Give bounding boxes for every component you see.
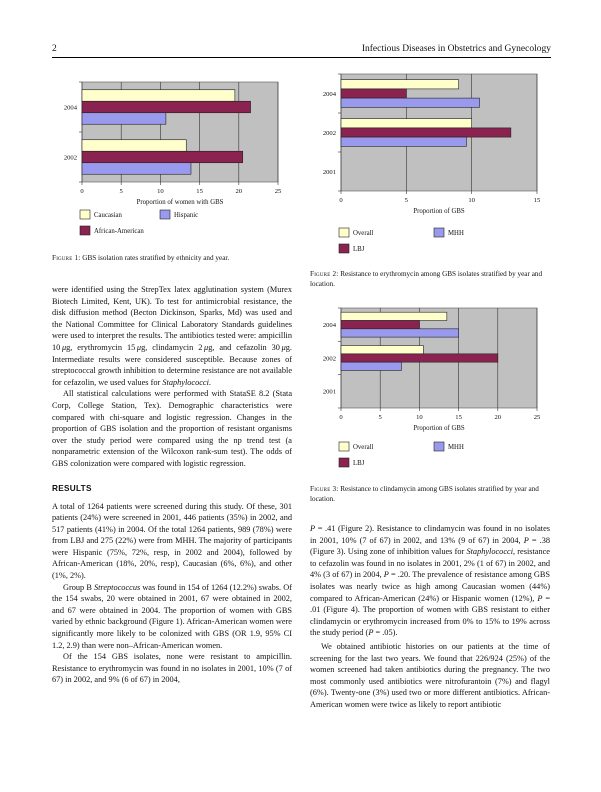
p-symbol: P xyxy=(383,570,389,580)
text-run: g, and cefazolin 30 xyxy=(208,342,282,352)
text-run: = .41 (Figure 2). Resistance to clindamycin was found in no isolates in 2001, 10% (7 of 67) in 2002, and 13% (9 of 67) in 2004, xyxy=(310,524,550,545)
text-run: Group B xyxy=(63,582,94,592)
y-category-label: 2002 xyxy=(322,355,336,363)
italic-term: Streptococcus xyxy=(93,582,141,592)
bar-caucasian-2002 xyxy=(82,140,186,152)
x-tick-label: 10 xyxy=(416,414,423,421)
italic-term: Staphylococci xyxy=(466,547,514,557)
x-axis-label: Proportion of GBS xyxy=(413,425,465,432)
x-tick-label: 15 xyxy=(196,188,203,195)
bar-overall-2004 xyxy=(341,312,447,320)
statistics-paragraph: All statistical calculations were performed with StataSE 8.2 (Stata Corp, College Station, Tex). Demographic characteristics were compared with chi-square and logistic regression. Changes in the proportion of GBS isolation and the proportion of resistant organisms over the study period were compared using the np trend test (a nonparametric extension of the Wilcoxon rank-sum test). The odds of GBS colonization were compared with logistic regression. xyxy=(52,389,292,468)
bar-mhh-2002 xyxy=(341,137,466,146)
bar-lbj-2002 xyxy=(341,354,498,362)
bar-overall-2002 xyxy=(341,346,423,354)
figure2-caption xyxy=(310,269,552,289)
figure3-chart xyxy=(310,306,551,473)
text-run: were identified using the StrepTex latex agglutination system (Murex Biotech Limited, Kent, UK). To test for antimicrobial resistance, the disk diffusion method (Becton Dickinson, Sparks, Md) was used and the National Committee for Clinical Laboratory Standards guidelines were used to interpret the results. The antibiotics tested were: ampicillin 10 xyxy=(52,285,292,352)
page-number: 2 xyxy=(52,44,57,54)
p-symbol: P xyxy=(537,593,543,603)
x-tick-label: 5 xyxy=(378,414,382,421)
y-category-label: 2002 xyxy=(63,154,77,162)
legend-swatch-lbj xyxy=(339,244,349,253)
methods-paragraph xyxy=(52,284,292,388)
figure1-caption xyxy=(52,253,302,263)
x-tick-label: 0 xyxy=(80,188,84,195)
x-tick-label: 20 xyxy=(235,188,243,195)
text-run: = .20. The prevalence of resistance among GBS isolates was nearly twice as high among Caucasian women (44%) compared to African-American (24%) or Hispanic women (12%), xyxy=(310,570,550,603)
bar-lbj-2004 xyxy=(341,321,419,329)
text-run: g, clindamycin 2 xyxy=(141,342,205,352)
right-column xyxy=(310,523,550,711)
legend-label-overall: Overall xyxy=(353,444,374,451)
bar-mhh-2002 xyxy=(341,362,401,370)
legend-label-lbj: LBJ xyxy=(353,460,365,467)
results-heading: RESULTS xyxy=(52,483,92,493)
mu-symbol: μ xyxy=(204,342,209,352)
y-category-label: 2001 xyxy=(322,168,336,176)
results-paragraph-2 xyxy=(52,582,292,652)
legend-label-hispanic: Hispanic xyxy=(174,212,199,219)
y-category-label: 2002 xyxy=(322,129,336,137)
text-run: = .05). xyxy=(373,628,398,638)
figure1-caption-text: GBS isolation rates stratified by ethnicity and year. xyxy=(82,254,230,262)
results-paragraph-1: A total of 1264 patients were screened during this study. Of these, 301 patients (24%) were screened in 2001, 446 patients (35%) in 2002, and 517 patients (41%) in 2004. Of the total 1264 patients, 989 (78%) were from LBJ and 275 (22%) were from MHH. The majority of participants were Hispanic (75%, 72%, resp, in 2002 and 2004), followed by African-American (18%, 20%, resp), Caucasian (6%, 6%), and other (1%, 2%). xyxy=(52,501,292,581)
figure3-caption-label: Figure 3: xyxy=(310,485,339,493)
legend-label-caucasian: Caucasian xyxy=(94,212,122,219)
resistance-paragraph xyxy=(310,523,550,639)
legend-swatch-mhh xyxy=(434,442,444,451)
legend-label-overall: Overall xyxy=(353,230,374,237)
legend-swatch-overall xyxy=(339,228,349,237)
figure2-caption-text: Resistance to erythromycin among GBS isolates stratified by year and location. xyxy=(310,270,543,288)
legend-label-mhh: MHH xyxy=(448,444,464,451)
y-category-label: 2004 xyxy=(322,321,336,329)
x-axis-label: Proportion of GBS xyxy=(413,208,465,215)
text-run: = .01 (Figure 4). The proportion of women with GBS resistant to either clindamycin or erythromycin increased from 0% to 15% to 19% across the study period ( xyxy=(310,593,550,638)
figure2-chart xyxy=(310,72,551,257)
y-category-label: 2001 xyxy=(322,388,336,396)
legend-swatch-mhh xyxy=(434,228,444,237)
figure1-caption-label: Figure 1: xyxy=(52,254,81,262)
y-category-label: 2004 xyxy=(63,104,77,112)
p-symbol: P xyxy=(368,628,374,638)
figure3-caption xyxy=(310,484,552,504)
journal-title: Infectious Diseases in Obstetrics and Gynecology xyxy=(361,44,551,54)
mu-symbol: μ xyxy=(136,342,142,352)
x-tick-label: 5 xyxy=(404,197,408,204)
results-paragraph-3: Of the 154 GBS isolates, none were resistant to ampicillin. Resistance to erythromycin was found in no isolates in 2001, 10% (7 of 67) in 2002, and 9% (6 of 67) in 2004, xyxy=(52,652,292,685)
legend-label-mhh: MHH xyxy=(448,230,464,237)
x-tick-label: 5 xyxy=(119,188,123,195)
bar-overall-2004 xyxy=(341,80,459,89)
legend-swatch-hispanic xyxy=(160,210,170,219)
mu-symbol: μ xyxy=(281,342,286,352)
bar-hispanic-2004 xyxy=(82,113,166,125)
x-tick-label: 10 xyxy=(468,197,475,204)
bar-mhh-2004 xyxy=(341,329,459,337)
legend-label-lbj: LBJ xyxy=(353,246,365,253)
bar-caucasian-2004 xyxy=(82,90,235,102)
antibiotic-history-paragraph: We obtained antibiotic histories on our patients at the time of screening for the last two years. We found that 226/924 (25%) of the women screened had taken antibiotics during the pregnancy. The two most commonly used antibiotics were nitrofurantoin (7%) and flagyl (6%). Twenty-one (3%) used two or more different antibiotics. African-American women were twice as likely to report antibiotic xyxy=(310,641,550,709)
text-run: was found in 154 of 1264 (12.2%) swabs. Of the 154 swabs, 20 were obtained in 2001, 67 were obtained in 2002, and 67 were obtained in 2004. The proportion of women with GBS varied by ethnic background (Figure 1). African-American women were significantly more likely to be colonized with GBS (OR 1.9, 95% CI 1.2, 2.9) than were non–African-American women. xyxy=(52,582,292,650)
italic-term: Staphylococci xyxy=(162,377,209,387)
legend-swatch-caucasian xyxy=(80,210,90,219)
bar-overall-2002 xyxy=(341,119,472,128)
p-symbol: P xyxy=(310,524,316,533)
x-tick-label: 10 xyxy=(157,188,164,195)
figure1-chart xyxy=(52,72,297,247)
header-rule xyxy=(52,57,551,58)
x-tick-label: 15 xyxy=(455,414,462,421)
x-tick-label: 25 xyxy=(533,414,541,421)
bar-lbj-2004 xyxy=(341,89,406,98)
mu-symbol: μ xyxy=(61,342,67,352)
x-tick-label: 15 xyxy=(533,197,541,204)
bar-mhh-2004 xyxy=(341,98,480,107)
bar-lbj-2002 xyxy=(341,128,511,137)
x-tick-label: 0 xyxy=(339,414,343,421)
legend-label-african-american: African-American xyxy=(94,228,144,235)
text-run: . xyxy=(208,377,211,387)
x-tick-label: 25 xyxy=(274,188,282,195)
bar-hispanic-2002 xyxy=(82,163,191,175)
x-axis-label: Proportion of women with GBS xyxy=(136,199,224,206)
y-category-label: 2004 xyxy=(322,90,336,98)
text-run: g, erythromycin 15 xyxy=(66,342,137,352)
figure2-caption-label: Figure 2: xyxy=(310,270,339,278)
bar-african-american-2004 xyxy=(82,101,251,113)
text-run: = .38 (Figure 3). Using zone of inhibition values for xyxy=(310,535,551,557)
text-run: , resistance to cefazolin was found in no isolates in 2001, 2% (1 of 67) in 2002, and 4% (3 of 67) in 2004, xyxy=(310,547,550,580)
legend-swatch-lbj xyxy=(339,458,349,467)
left-column xyxy=(52,284,292,686)
bar-african-american-2002 xyxy=(82,151,243,163)
legend-swatch-african-american xyxy=(80,226,90,235)
figure3-caption-text: Resistance to clindamycin among GBS isolates stratified by year and location. xyxy=(310,485,539,503)
text-run: g. Intermediate results were considered susceptible. Because zones of streptococcal growth inhibition to determine resistance are not available for cefazolin, we used values for xyxy=(52,342,292,387)
p-symbol: P xyxy=(523,535,529,545)
legend-swatch-overall xyxy=(339,442,349,451)
x-tick-label: 20 xyxy=(494,414,502,421)
x-tick-label: 0 xyxy=(339,197,343,204)
